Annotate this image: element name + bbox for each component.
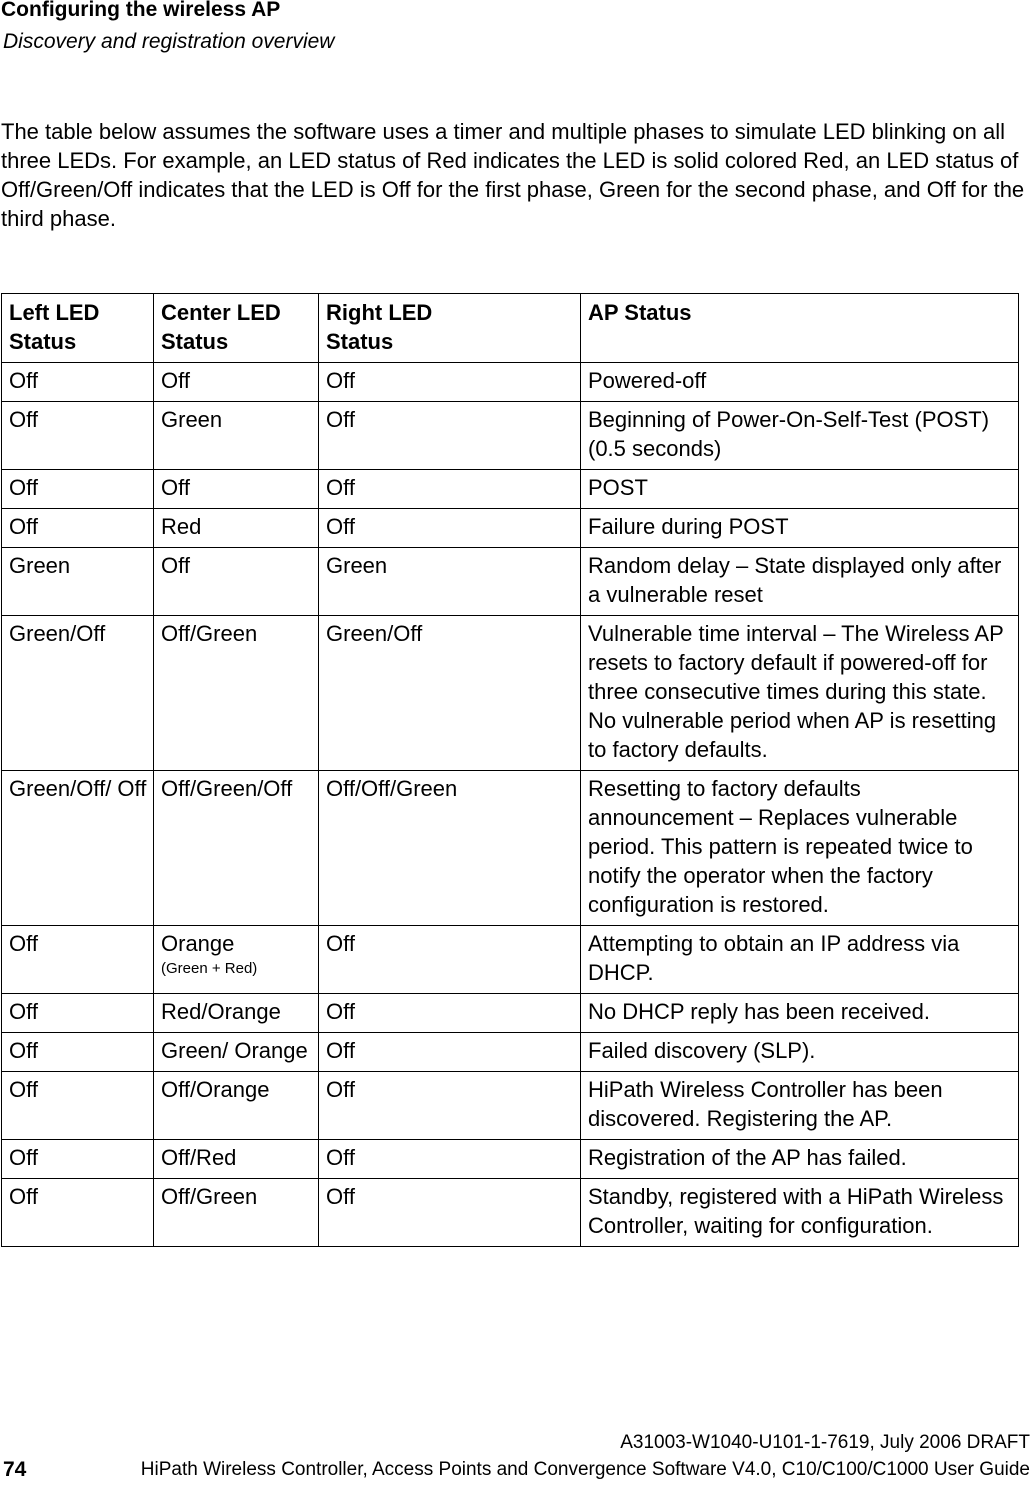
ap-status-cell: Random delay – State displayed only after a vulnerable reset [581,548,1019,616]
left-led-cell: Off [2,994,154,1033]
section-title: Configuring the wireless AP [1,0,281,21]
ap-status-cell: No DHCP reply has been received. [581,994,1019,1033]
center-led-cell: Green/ Orange [154,1033,319,1072]
footer [3,1457,1030,1484]
ap-status-cell: Registration of the AP has failed. [581,1140,1019,1179]
table-row [2,1072,1019,1140]
table-row [2,509,1019,548]
right-led-cell: Off [319,363,581,402]
ap-status-cell: Beginning of Power-On-Self-Test (POST) (0.5 seconds) [581,402,1019,470]
section-subtitle: Discovery and registration overview [3,30,335,53]
center-led-cell: Off/Green [154,1179,319,1247]
center-led-cell: Off/Green/Off [154,771,319,926]
right-led-cell: Off [319,470,581,509]
ap-status-cell: Failure during POST [581,509,1019,548]
table-row [2,771,1019,926]
ap-status-cell: HiPath Wireless Controller has been discovered. Registering the AP. [581,1072,1019,1140]
left-led-cell: Off [2,1179,154,1247]
footer-guide-title: HiPath Wireless Controller, Access Points and Convergence Software V4.0, C10/C100/C1000 User Guide [140,1459,1030,1480]
center-led-note: (Green + Red) [161,960,258,977]
header-left-led: Left LED Status [2,294,154,363]
header-right-led: Right LED Status [319,294,581,363]
center-led-cell: Off [154,548,319,616]
center-led-cell: Off [154,363,319,402]
center-led-cell: Off/Green [154,616,319,771]
left-led-cell: Off [2,1033,154,1072]
led-status-table [1,293,1019,1247]
ap-status-cell: POST [581,470,1019,509]
center-led-value: Orange [161,931,235,956]
page-number: 74 [3,1458,27,1481]
footer-document-id: A31003-W1040-U101-1-7619, July 2006 DRAFT [620,1432,1030,1453]
center-led-cell: Off/Orange [154,1072,319,1140]
table-header-row [2,294,1019,363]
right-led-cell: Off [319,994,581,1033]
center-led-cell: Off [154,470,319,509]
right-led-cell: Off [319,509,581,548]
ap-status-cell: Attempting to obtain an IP address via DHCP. [581,926,1019,994]
right-led-cell: Off [319,1179,581,1247]
right-led-cell: Off [319,1140,581,1179]
right-led-cell: Off [319,926,581,994]
left-led-cell: Off [2,926,154,994]
header-center-led: Center LED Status [154,294,319,363]
ap-status-cell: Powered-off [581,363,1019,402]
ap-status-cell: Resetting to factory defaults announcement – Replaces vulnerable period. This pattern is repeated twice to notify the operator when the factory configuration is restored. [581,771,1019,926]
table-row [2,1033,1019,1072]
right-led-cell: Green [319,548,581,616]
center-led-cell: Red [154,509,319,548]
left-led-cell: Off [2,402,154,470]
right-led-cell: Off [319,1072,581,1140]
left-led-cell: Off [2,363,154,402]
table-row [2,1179,1019,1247]
left-led-cell: Green [2,548,154,616]
table-row [2,363,1019,402]
right-led-cell: Green/Off [319,616,581,771]
right-led-cell: Off [319,1033,581,1072]
left-led-cell: Green/Off [2,616,154,771]
intro-paragraph: The table below assumes the software uses a timer and multiple phases to simulate LED blinking on all three LEDs. For example, an LED status of Red indicates the LED is solid colored Red, an LED status of Off/Green/Off indicates that the LED is Off for the first phase, Green for the second phase, and Off for the third phase. [1,119,1025,231]
table-row [2,926,1019,994]
left-led-cell: Green/Off/ Off [2,771,154,926]
center-led-cell: Red/Orange [154,994,319,1033]
table-row [2,1140,1019,1179]
table-row [2,616,1019,771]
left-led-cell: Off [2,1140,154,1179]
center-led-cell: Off/Red [154,1140,319,1179]
ap-status-cell: Failed discovery (SLP). [581,1033,1019,1072]
ap-status-cell: Standby, registered with a HiPath Wireless Controller, waiting for configuration. [581,1179,1019,1247]
table-row [2,994,1019,1033]
center-led-cell [154,926,319,994]
header-ap-status: AP Status [581,294,1019,363]
table-row [2,548,1019,616]
right-led-cell: Off/Off/Green [319,771,581,926]
table-row [2,470,1019,509]
table-row [2,402,1019,470]
left-led-cell: Off [2,1072,154,1140]
right-led-cell: Off [319,402,581,470]
ap-status-cell: Vulnerable time interval – The Wireless AP resets to factory default if powered-off for three consecutive times during this state. No vulnerable period when AP is resetting to factory defaults. [581,616,1019,771]
left-led-cell: Off [2,509,154,548]
left-led-cell: Off [2,470,154,509]
center-led-cell: Green [154,402,319,470]
